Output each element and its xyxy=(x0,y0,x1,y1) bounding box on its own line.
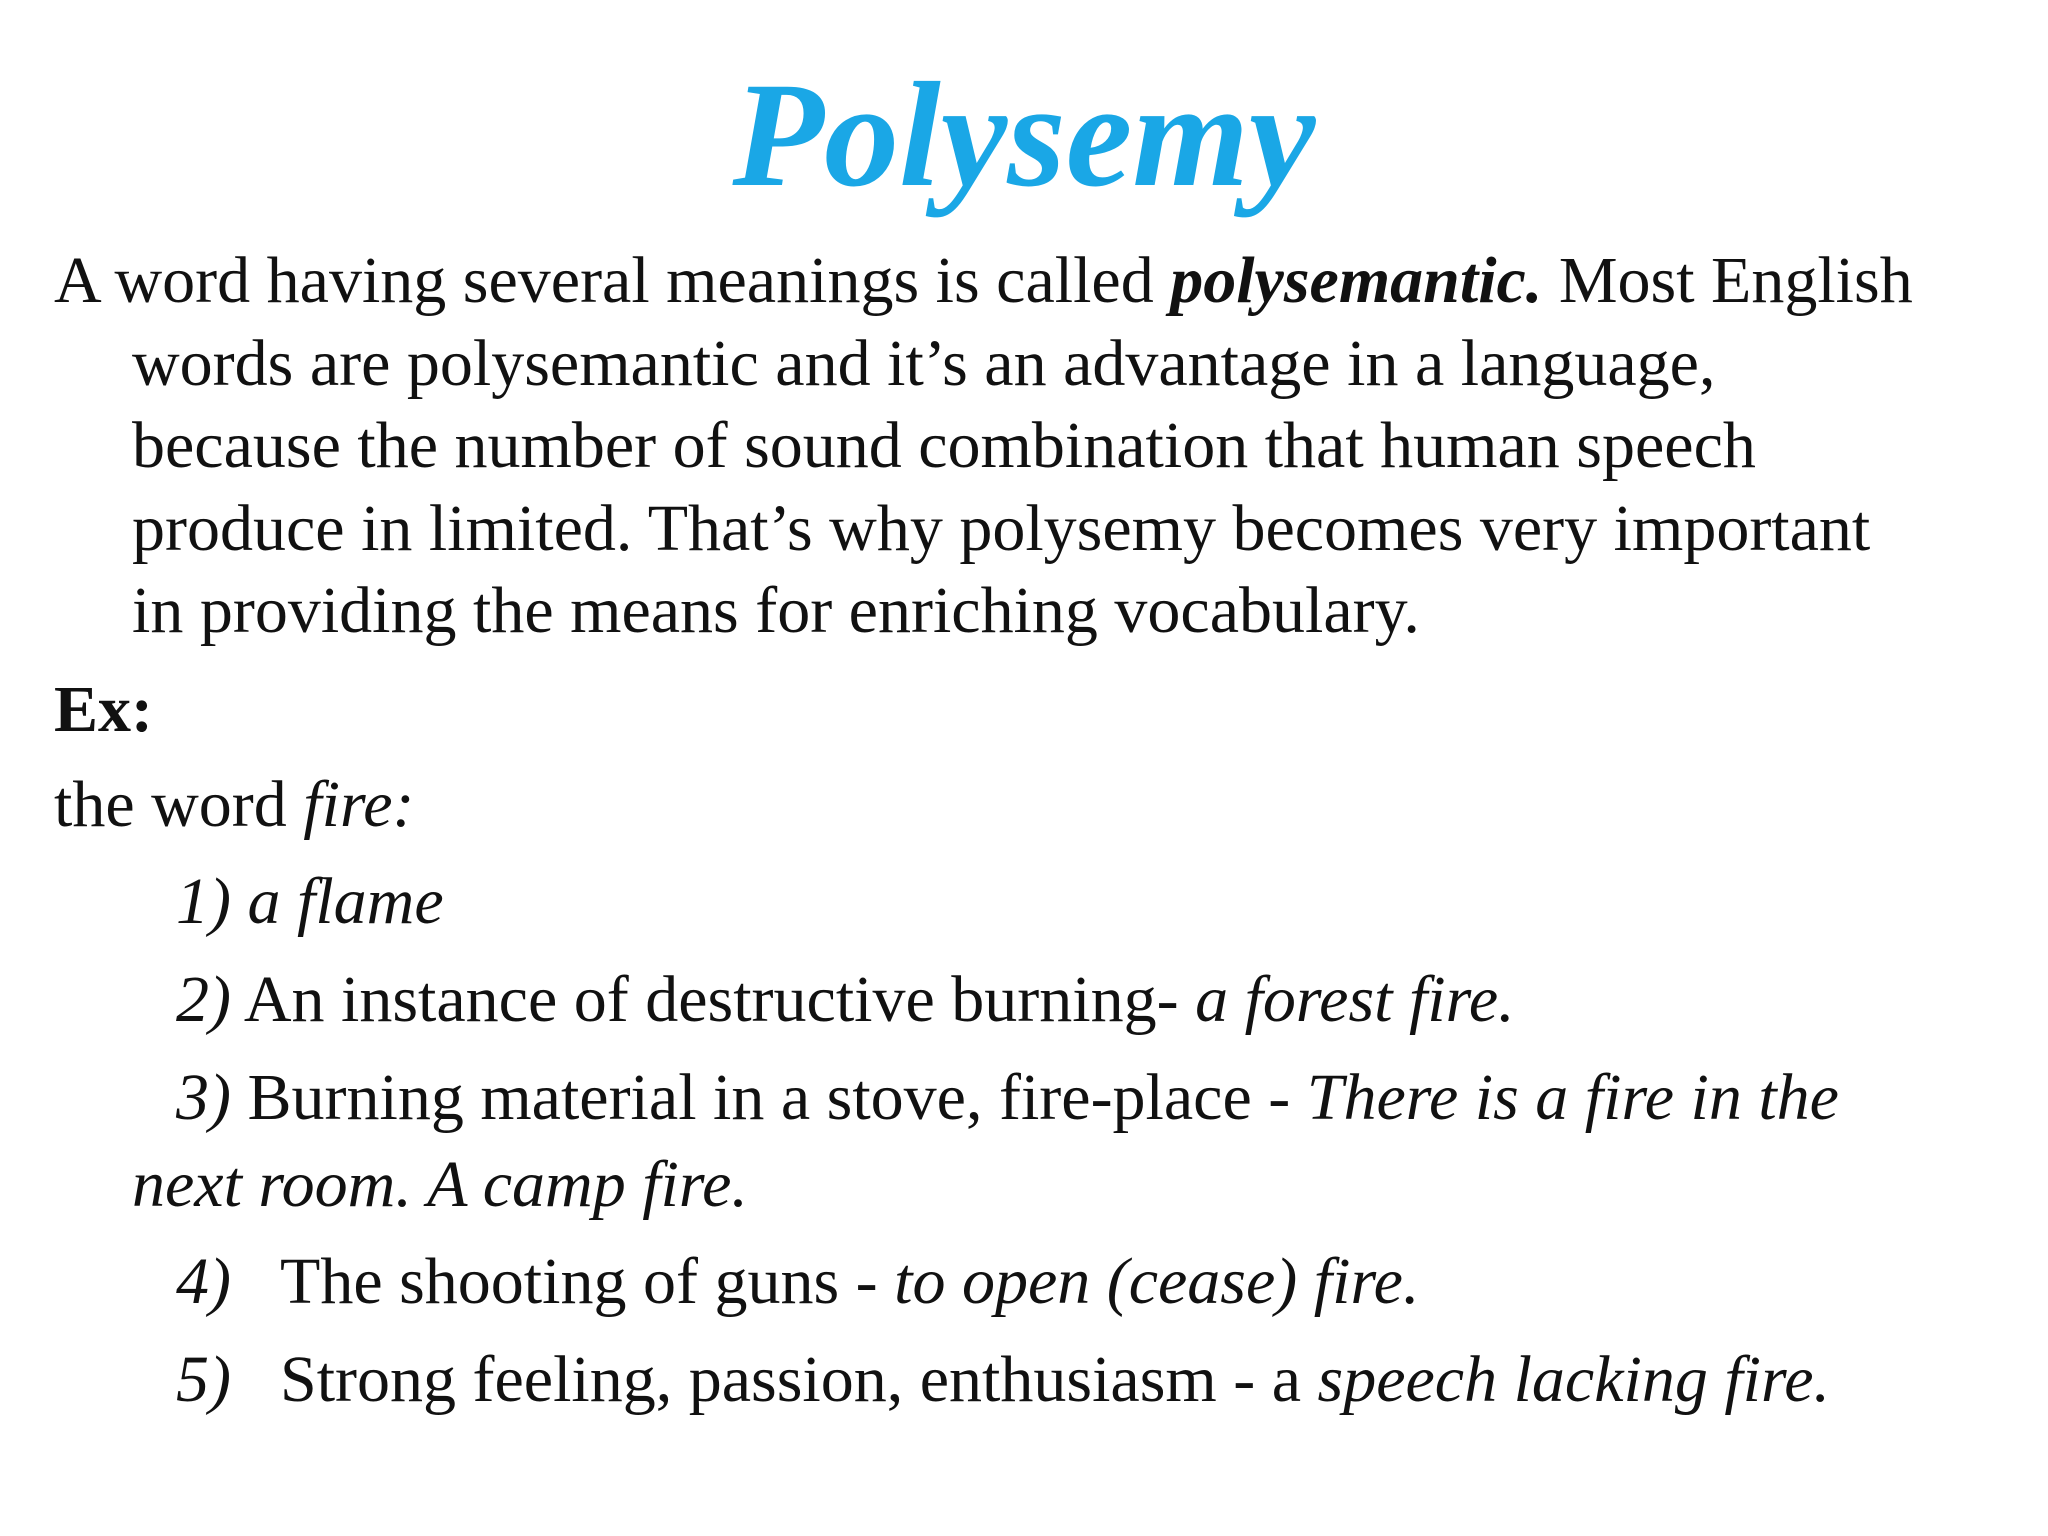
meaning-item-5 xyxy=(176,1340,1830,1420)
meaning-item-2 xyxy=(176,960,1515,1040)
intro-line-5: in providing the means for enriching vocabulary. xyxy=(132,574,1420,647)
meaning-number: 2) xyxy=(176,963,231,1036)
meaning-example: There is a fire in the xyxy=(1306,1061,1839,1134)
meaning-text: An instance of destructive burning- xyxy=(230,963,1196,1036)
intro-paragraph xyxy=(54,240,2014,653)
meaning-text: Burning material in a stove, fire-place - xyxy=(230,1061,1307,1134)
meaning-item-1 xyxy=(176,862,444,942)
intro-line-2: words are polysemantic and it’s an advantage in a language, xyxy=(132,326,1716,400)
meaning-item-4 xyxy=(176,1242,1419,1322)
meaning-text: The shooting of guns - xyxy=(280,1245,895,1318)
meaning-example: to open (cease) fire. xyxy=(894,1245,1420,1318)
slide-title: Polysemy xyxy=(732,52,1316,218)
meaning-example: a forest fire. xyxy=(1195,963,1515,1036)
meaning-text: Strong feeling, passion, enthusiasm - a xyxy=(280,1343,1318,1416)
meaning-item-3 xyxy=(176,1058,1839,1138)
meaning-number: 1) xyxy=(176,865,231,938)
intro-line-3: because the number of sound combination that human speech xyxy=(132,409,1756,482)
intro-line-4: produce in limited. That’s why polysemy becomes very important xyxy=(132,491,1871,565)
meaning-number: 5) xyxy=(176,1343,231,1416)
example-word: fire: xyxy=(303,768,415,841)
example-label: Ex: xyxy=(54,673,153,746)
intro-line-1: A word having several meanings is called polysemantic. Most English xyxy=(54,244,1913,317)
meaning-example: a flame xyxy=(230,865,444,938)
meaning-number: 3) xyxy=(176,1061,231,1134)
meaning-number: 4) xyxy=(176,1245,231,1318)
example-word-line: the word fire: xyxy=(54,768,415,841)
meaning-example: speech lacking fire. xyxy=(1317,1343,1831,1416)
key-term: polysemantic. xyxy=(1170,244,1543,317)
meaning-item-3-continuation: next room. A camp fire. xyxy=(132,1148,748,1221)
